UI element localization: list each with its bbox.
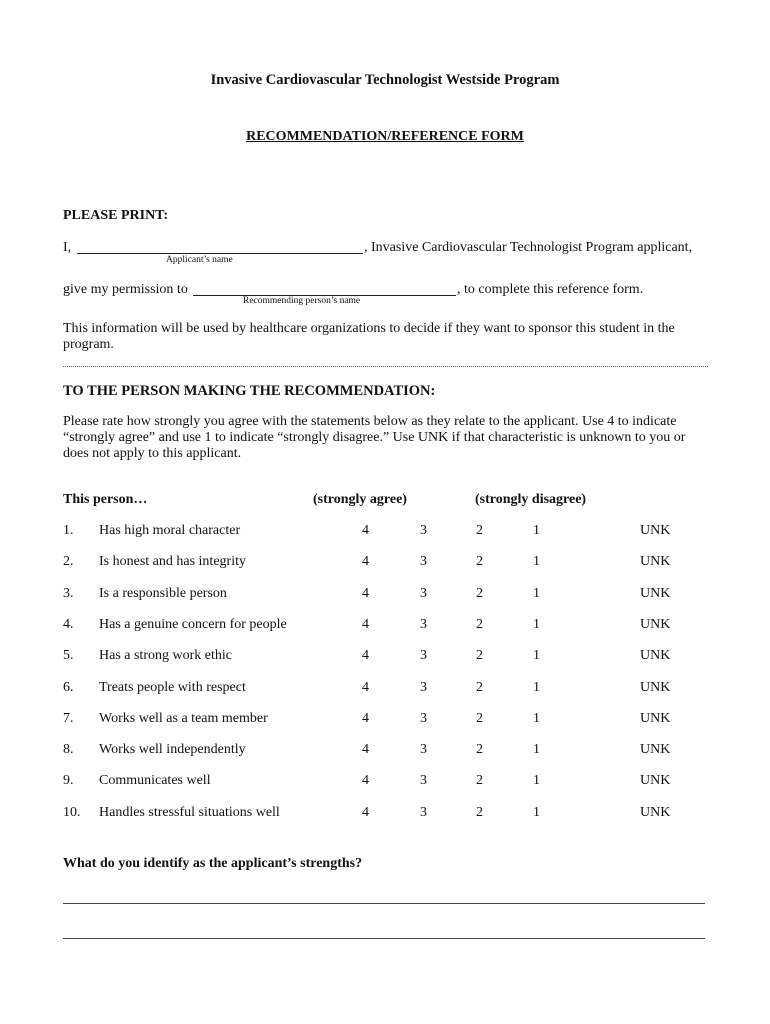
col-header-strongly-disagree: (strongly disagree): [475, 492, 587, 507]
info-paragraph: This information will be used by healthcare organizations to decide if they want to sponsor this student in the program.: [63, 321, 675, 352]
rating-4-option[interactable]: 4: [362, 773, 369, 788]
rating-unk-option[interactable]: UNK: [640, 523, 671, 538]
rating-unk-option[interactable]: UNK: [640, 805, 671, 820]
rating-unk-option[interactable]: UNK: [640, 617, 671, 632]
row-statement: Is honest and has integrity: [99, 554, 246, 569]
rating-4-option[interactable]: 4: [362, 523, 369, 538]
rating-unk-option[interactable]: UNK: [640, 554, 671, 569]
applicant-name-caption: Applicant’s name: [166, 255, 233, 265]
rating-instructions: Please rate how strongly you agree with the statements below as they relate to the applicant. Use 4 to indicate “strongly agree” and use 1 to indicate “strongly disagree.” Use UNK if that characteristic is unknown to you or does not apply to this applicant.: [63, 414, 686, 461]
rating-4-option[interactable]: 4: [362, 805, 369, 820]
rating-1-option[interactable]: 1: [533, 554, 540, 569]
rating-3-option[interactable]: 3: [420, 680, 427, 695]
rating-2-option[interactable]: 2: [476, 711, 483, 726]
rating-2-option[interactable]: 2: [476, 617, 483, 632]
strengths-answer-line-2[interactable]: [63, 938, 705, 939]
row-number: 1.: [63, 523, 74, 538]
col-header-strongly-agree: (strongly agree): [313, 492, 407, 507]
row-number: 7.: [63, 711, 74, 726]
rating-3-option[interactable]: 3: [420, 742, 427, 757]
rating-4-option[interactable]: 4: [362, 617, 369, 632]
col-header-person: This person…: [63, 492, 148, 507]
row-number: 10.: [63, 805, 81, 820]
row-statement: Works well independently: [99, 742, 246, 757]
rating-4-option[interactable]: 4: [362, 586, 369, 601]
row-statement: Is a responsible person: [99, 586, 227, 601]
strengths-question: What do you identify as the applicant’s strengths?: [63, 856, 363, 871]
row-number: 2.: [63, 554, 74, 569]
row-number: 4.: [63, 617, 74, 632]
rating-4-option[interactable]: 4: [362, 554, 369, 569]
permission-line1-suffix: , Invasive Cardiovascular Technologist Program applicant,: [364, 240, 693, 255]
please-print-label: PLEASE PRINT:: [63, 208, 169, 223]
rating-2-option[interactable]: 2: [476, 680, 483, 695]
rating-1-option[interactable]: 1: [533, 648, 540, 663]
rating-1-option[interactable]: 1: [533, 711, 540, 726]
row-statement: Has high moral character: [99, 523, 241, 538]
rating-unk-option[interactable]: UNK: [640, 711, 671, 726]
row-number: 6.: [63, 680, 74, 695]
rating-unk-option[interactable]: UNK: [640, 742, 671, 757]
row-number: 3.: [63, 586, 74, 601]
row-number: 8.: [63, 742, 74, 757]
rating-2-option[interactable]: 2: [476, 773, 483, 788]
rating-4-option[interactable]: 4: [362, 648, 369, 663]
form-title: Invasive Cardiovascular Technologist Westside Program: [210, 72, 560, 88]
strengths-answer-line-1[interactable]: [63, 903, 705, 904]
rating-1-option[interactable]: 1: [533, 805, 540, 820]
rating-3-option[interactable]: 3: [420, 711, 427, 726]
row-number: 9.: [63, 773, 74, 788]
permission-line2-prefix: give my permission to: [63, 282, 188, 297]
row-statement: Has a strong work ethic: [99, 648, 232, 663]
rating-unk-option[interactable]: UNK: [640, 648, 671, 663]
rating-1-option[interactable]: 1: [533, 742, 540, 757]
row-number: 5.: [63, 648, 74, 663]
rating-2-option[interactable]: 2: [476, 586, 483, 601]
recommendation-heading: TO THE PERSON MAKING THE RECOMMENDATION:: [63, 383, 436, 399]
rating-unk-option[interactable]: UNK: [640, 586, 671, 601]
rating-3-option[interactable]: 3: [420, 586, 427, 601]
rating-3-option[interactable]: 3: [420, 805, 427, 820]
permission-line2-suffix: , to complete this reference form.: [457, 282, 644, 297]
section-divider: [63, 366, 708, 367]
rating-2-option[interactable]: 2: [476, 805, 483, 820]
row-statement: Treats people with respect: [99, 680, 246, 695]
rating-1-option[interactable]: 1: [533, 617, 540, 632]
rating-1-option[interactable]: 1: [533, 680, 540, 695]
rating-2-option[interactable]: 2: [476, 648, 483, 663]
form-subtitle: RECOMMENDATION/REFERENCE FORM: [246, 129, 524, 144]
rating-3-option[interactable]: 3: [420, 554, 427, 569]
rating-4-option[interactable]: 4: [362, 680, 369, 695]
applicant-name-field[interactable]: [77, 253, 363, 254]
recommender-name-caption: Recommending person’s name: [243, 296, 361, 306]
rating-3-option[interactable]: 3: [420, 617, 427, 632]
rating-3-option[interactable]: 3: [420, 648, 427, 663]
rating-1-option[interactable]: 1: [533, 773, 540, 788]
rating-1-option[interactable]: 1: [533, 523, 540, 538]
rating-2-option[interactable]: 2: [476, 523, 483, 538]
rating-4-option[interactable]: 4: [362, 742, 369, 757]
row-statement: Works well as a team member: [99, 711, 268, 726]
rating-2-option[interactable]: 2: [476, 742, 483, 757]
rating-unk-option[interactable]: UNK: [640, 680, 671, 695]
row-statement: Handles stressful situations well: [99, 805, 280, 820]
permission-line1-prefix: I,: [63, 240, 72, 255]
row-statement: Communicates well: [99, 773, 211, 788]
rating-1-option[interactable]: 1: [533, 586, 540, 601]
rating-2-option[interactable]: 2: [476, 554, 483, 569]
row-statement: Has a genuine concern for people: [99, 617, 287, 632]
rating-3-option[interactable]: 3: [420, 523, 427, 538]
rating-3-option[interactable]: 3: [420, 773, 427, 788]
rating-unk-option[interactable]: UNK: [640, 773, 671, 788]
rating-4-option[interactable]: 4: [362, 711, 369, 726]
